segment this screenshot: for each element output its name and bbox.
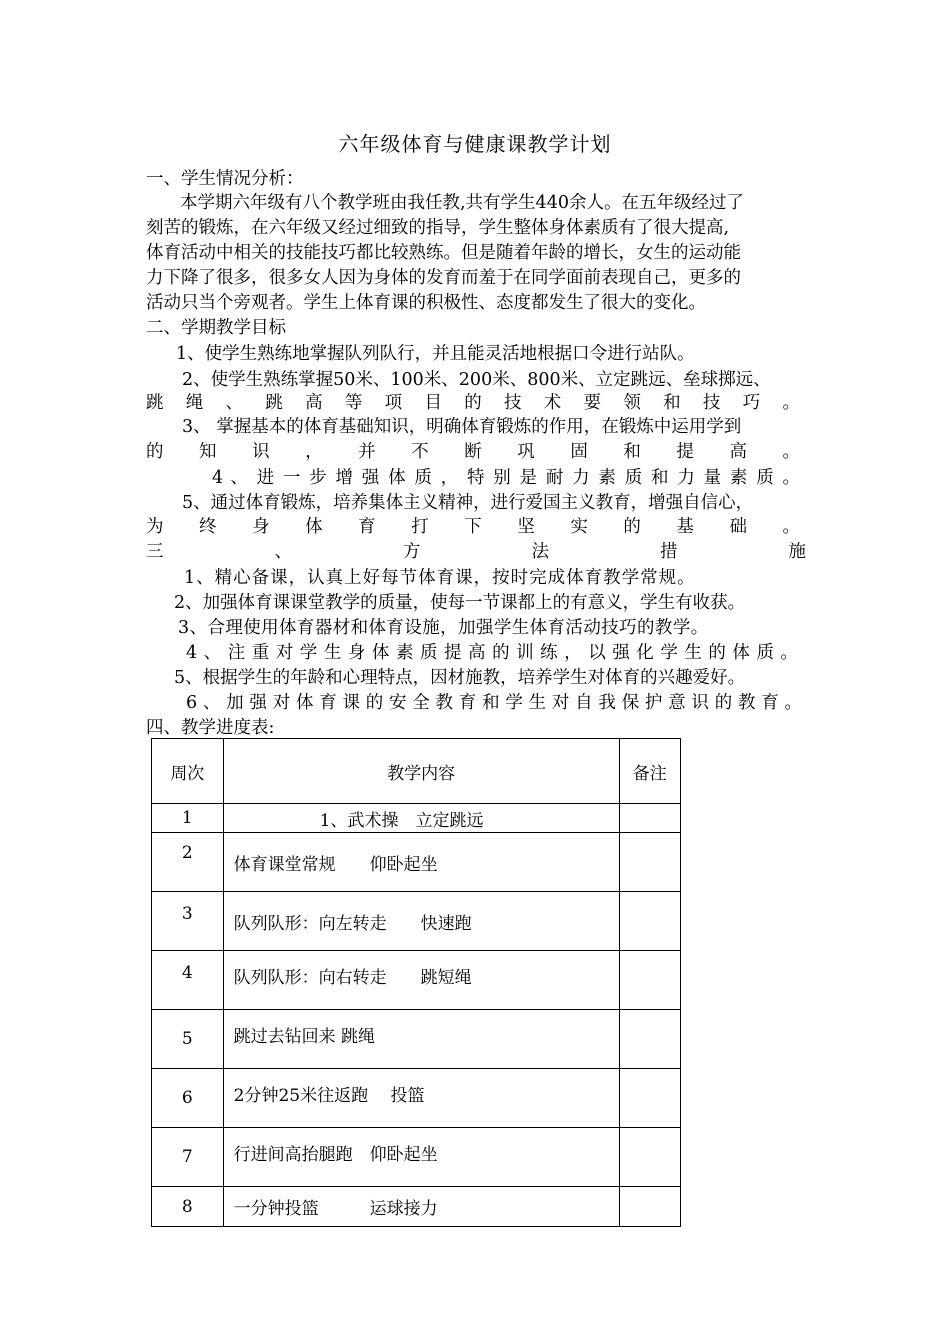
section3-line: 6、加强对体育课的安全教育和学生对自我保护意识的教育。 <box>186 693 802 713</box>
table-row <box>152 833 681 892</box>
section1-line: 刻苦的锻炼，在六年级又经过细致的指导，学生整体身体素质有了很大提高, <box>146 218 730 238</box>
note-cell <box>619 1187 680 1227</box>
table-row <box>152 1069 681 1128</box>
week-cell: 1 <box>152 804 224 833</box>
header-note: 备注 <box>619 739 680 804</box>
note-cell <box>619 1128 680 1187</box>
content-cell: 行进间高抬腿跑 仰卧起坐 <box>223 1128 619 1187</box>
week-cell: 5 <box>152 1010 224 1069</box>
section2-line: 4 、 进 一 步 增 强 体 质 ， 特 别 是 耐 力 素 质 和 力 量 素 质 。 <box>212 468 800 488</box>
table-row <box>152 804 681 833</box>
section3-line: 5、根据学生的年龄和心理特点，因材施教，培养学生对体育的兴趣爱好。 <box>174 668 746 688</box>
section1-line: 本学期六年级有八个教学班由我任教,共有学生440余人。在五年级经过了 <box>180 193 744 213</box>
section3-line: 2、加强体育课课堂教学的质量，使每一节课都上的有意义，学生有收获。 <box>174 593 746 613</box>
note-cell <box>619 951 680 1010</box>
section2-line: 为 终 身 体 育 打 下 坚 实 的 基 础 。 <box>146 517 800 537</box>
content-cell: 跳过去钻回来 跳绳 <box>223 1010 619 1069</box>
section2-heading: 二、学期教学目标 <box>146 318 286 338</box>
content-cell: 体育课堂常规 仰卧起坐 <box>223 833 619 892</box>
section3-line: 4、注重对学生身体素质提高的训练，以强化学生的体质。 <box>186 643 798 663</box>
content-cell: 2分钟25米往返跑 投篮 <box>223 1069 619 1128</box>
section2-line: 3、 掌握基本的体育基础知识，明确体育锻炼的作用，在锻炼中运用学到 <box>182 417 742 437</box>
week-cell: 7 <box>152 1128 224 1187</box>
document-title: 六年级体育与健康课教学计划 <box>338 132 612 156</box>
section2-line: 1、使学生熟练地掌握队列队行，并且能灵活地根据口令进行站队。 <box>176 344 695 364</box>
section2-line: 的 知 识 ， 并 不 断 巩 固 和 提 高 。 <box>146 442 800 462</box>
note-cell <box>619 892 680 951</box>
table-row <box>152 1187 681 1227</box>
content-cell: 队列队形：向右转走 跳短绳 <box>223 951 619 1010</box>
section3-heading: 三 、 方 法 措 施 <box>146 542 806 562</box>
note-cell <box>619 1069 680 1128</box>
content-cell: 一分钟投篮 运球接力 <box>223 1187 619 1227</box>
table-row <box>152 892 681 951</box>
section4-heading: 四、教学进度表: <box>146 718 275 738</box>
section1-line: 力下降了很多，很多女人因为身体的发育而羞于在同学面前表现自己，更多的 <box>146 268 741 288</box>
header-week: 周次 <box>152 739 224 804</box>
section1-line: 活动只当个旁观者。学生上体育课的积极性、态度都发生了很大的变化。 <box>146 293 706 313</box>
week-cell: 3 <box>152 892 224 951</box>
table-row <box>152 1128 681 1187</box>
week-cell: 6 <box>152 1069 224 1128</box>
table-row <box>152 1010 681 1069</box>
section1-heading: 一、学生情况分析： <box>146 169 304 189</box>
note-cell <box>619 1010 680 1069</box>
section3-line: 3、合理使用体育器材和体育设施，加强学生体育活动技巧的教学。 <box>178 618 709 638</box>
header-content: 教学内容 <box>223 739 619 804</box>
section2-line: 2、使学生熟练掌握50米、100米、200米、800米、立定跳远、垒球掷远、 <box>182 370 771 390</box>
section2-line: 5、通过体育锻炼，培养集体主义精神，进行爱国主义教育，增强自信心， <box>182 493 754 513</box>
week-cell: 2 <box>152 833 224 892</box>
section1-line: 体育活动中相关的技能技巧都比较熟练。但是随着年龄的增长，女生的运动能 <box>146 243 741 263</box>
table-row <box>152 951 681 1010</box>
week-cell: 4 <box>152 951 224 1010</box>
week-cell: 8 <box>152 1187 224 1227</box>
note-cell <box>619 804 680 833</box>
schedule-table <box>151 738 681 1227</box>
content-cell: 1、武术操 立定跳远 <box>223 804 619 833</box>
content-cell: 队列队形：向左转走 快速跑 <box>223 892 619 951</box>
section3-line: 1、精心备课，认真上好每节体育课，按时完成体育教学常规。 <box>184 568 696 588</box>
table-header-row <box>152 739 681 804</box>
section2-line: 跳 绳 、 跳 高 等 项 目 的 技 术 要 领 和 技 巧 。 <box>146 393 800 413</box>
note-cell <box>619 833 680 892</box>
